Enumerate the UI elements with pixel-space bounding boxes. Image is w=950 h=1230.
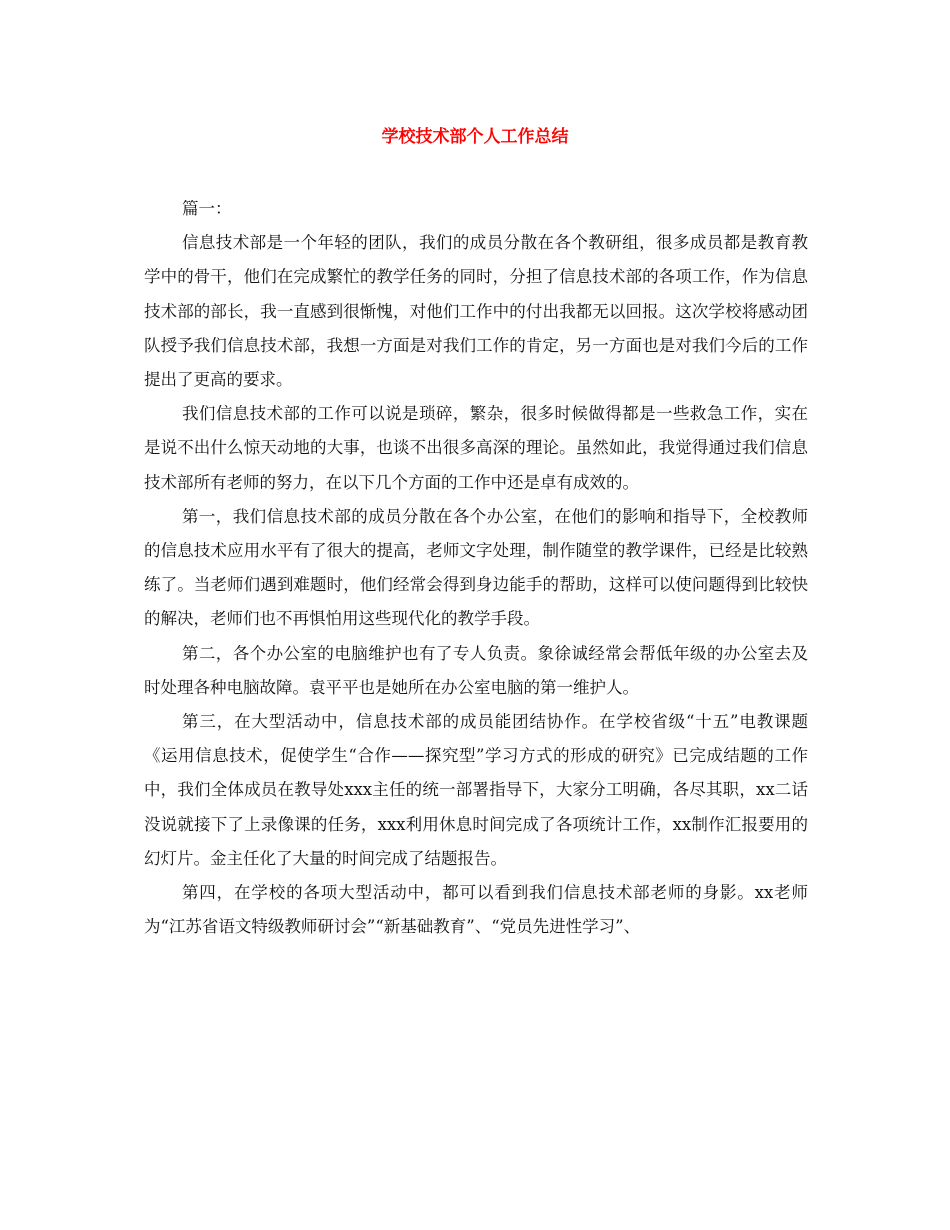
paragraph: 我们信息技术部的工作可以说是琐碎，繁杂，很多时候做得都是一些救急工作，实在是说不出什么惊天动地的大事，也谈不出很多高深的理论。虽然如此，我觉得通过我们信息技术部所有老师的努力，在以下几个方面的工作中还是卓有成效的。 [144, 404, 808, 492]
section-heading: 篇一： [181, 199, 232, 218]
document-title: 学校技术部个人工作总结 [381, 127, 569, 147]
paragraph: 第一，我们信息技术部的成员分散在各个办公室，在他们的影响和指导下，全校教师的信息技术应用水平有了很大的提高，老师文字处理，制作随堂的教学课件，已经是比较熟练了。当老师们遇到难题时，他们经常会得到身边能手的帮助，这样可以使问题得到比较快的解决，老师们也不再惧怕用这些现代化的教学手段。 [144, 506, 808, 629]
paragraph: 第二，各个办公室的电脑维护也有了专人负责。象徐诚经常会帮低年级的办公室去及时处理各种电脑故障。袁平平也是她所在办公室电脑的第一维护人。 [144, 643, 808, 697]
paragraph: 信息技术部是一个年轻的团队，我们的成员分散在各个教研组，很多成员都是教育教学中的骨干，他们在完成繁忙的教学任务的同时，分担了信息技术部的各项工作，作为信息技术部的部长，我一直感到很惭愧，对他们工作中的付出我都无以回报。这次学校将感动团队授予我们信息技术部，我想一方面是对我们工作的肯定，另一方面也是对我们今后的工作提出了更高的要求。 [144, 233, 808, 390]
paragraph: 第三，在大型活动中，信息技术部的成员能团结协作。在学校省级“十五”电教课题《运用信息技术，促使学生“合作——探究型”学习方式的形成的研究》已完成结题的工作中，我们全体成员在教导处xxx主任的统一部署指导下，大家分工明确，各尽其职，xx二话没说就接下了上录像课的任务，xxx利用休息时间完成了各项统计工作，xx制作汇报要用的幻灯片。金主任化了大量的时间完成了结题报告。 [144, 712, 808, 868]
document-body [144, 192, 808, 944]
paragraph: 第四，在学校的各项大型活动中，都可以看到我们信息技术部老师的身影。xx老师为“江苏省语文特级教师研讨会”“新基础教育”、“党员先进性学习”、 [144, 883, 808, 937]
